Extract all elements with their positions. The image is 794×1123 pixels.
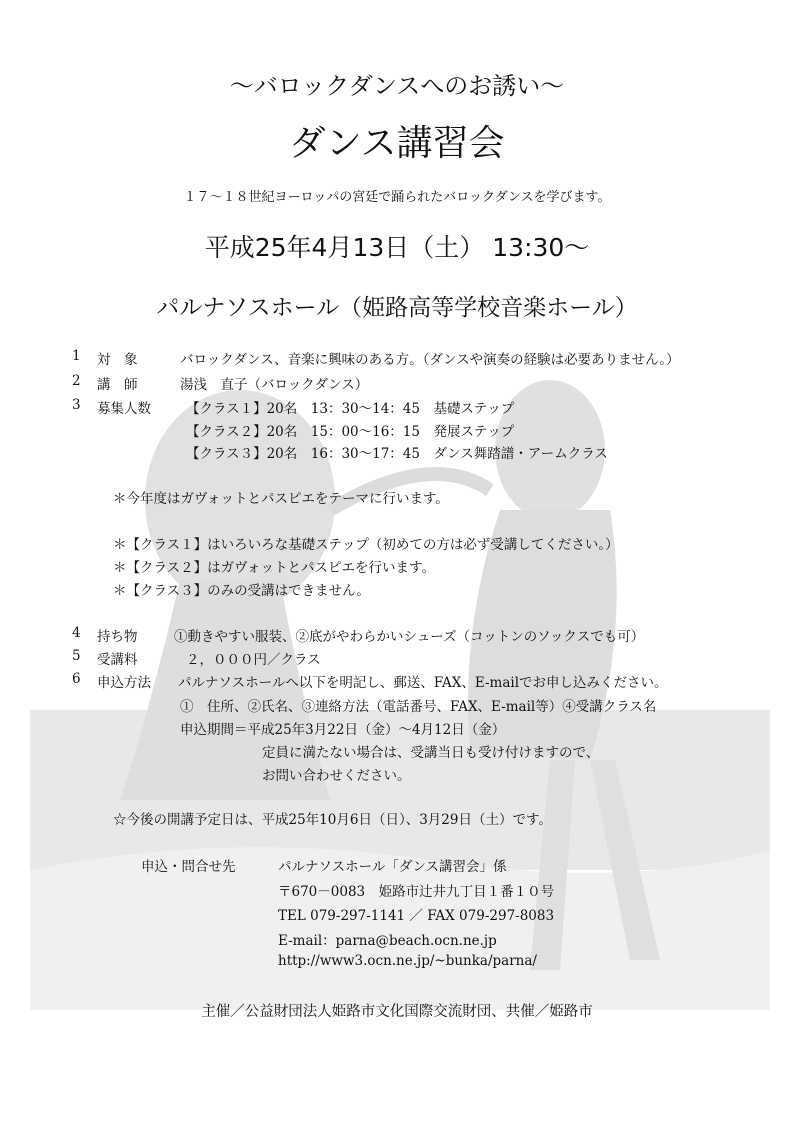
apply-fields: ① 住所、②氏名、③連絡方法（電話番号、FAX、E-mail等）④受講クラス名 [180, 699, 657, 715]
apply-note: お問い合わせください。 [262, 768, 411, 784]
contact-address: 〒670－0083 姫路市辻井九丁目１番１０号 [278, 884, 555, 900]
item-label: 募集人数 [97, 401, 151, 417]
item-value: 湯浅 直子（バロックダンス） [180, 377, 369, 393]
contact-email[interactable]: E-mail：parna@beach.ocn.ne.jp [278, 933, 497, 949]
item-number: 3 [72, 397, 81, 413]
item-value: ①動きやすい服装、②底がやわらかいシューズ（コットンのソックスでも可） [174, 629, 645, 645]
item-label: 受講料 [97, 652, 138, 668]
item-value: ２，０００円／クラス [186, 652, 321, 668]
event-subtitle: ～バロックダンスへのお誘い～ [229, 72, 565, 100]
class-note: ＊【クラス１】はいろいろな基礎ステップ（初めての方は必ず受講してください。） [113, 537, 619, 553]
class-note: ＊【クラス２】はガヴォットとパスピエを行います。 [113, 560, 435, 576]
item-label: 対 象 [97, 352, 138, 368]
event-date: 平成25年4月13日（土） 13:30～ [204, 233, 590, 262]
apply-note: 定員に満たない場合は、受講当日も受け付けますので、 [262, 745, 600, 761]
class-3-info: 【クラス３】20名 16：30～17：45 ダンス舞踏譜・アームクラス [186, 446, 608, 462]
item-number: 4 [72, 625, 81, 641]
event-intro: １７～１８世紀ヨーロッパの宮廷で踊られたバロックダンスを学びます。 [183, 190, 611, 205]
contact-label: 申込・問合せ先 [141, 859, 236, 875]
contact-tel-fax: TEL 079-297-1141 ／ FAX 079-297-8083 [278, 908, 555, 924]
event-title: ダンス講習会 [289, 123, 505, 164]
theme-note: ＊今年度はガヴォットとパスピエをテーマに行います。 [113, 491, 449, 507]
item-label: 講 師 [97, 377, 138, 393]
event-venue: パルナソスホール（姫路高等学校音楽ホール） [156, 295, 638, 321]
item-number: 1 [72, 348, 81, 364]
class-1-info: 【クラス１】20名 13：30～14：45 基礎ステップ [186, 401, 515, 417]
apply-period: 申込期間＝平成25年3月22日（金）～4月12日（金） [180, 722, 506, 738]
contact-url[interactable]: http://www3.ocn.ne.jp/~bunka/parna/ [278, 953, 537, 969]
contact-org: パルナソスホール「ダンス講習会」係 [278, 859, 507, 875]
class-2-info: 【クラス２】20名 15：00～16：15 発展ステップ [186, 424, 515, 440]
item-label: 持ち物 [97, 629, 138, 645]
item-value: バロックダンス、音楽に興味のある方。（ダンスや演奏の経験は必要ありません。） [180, 352, 680, 368]
upcoming-dates: ☆今後の開講予定日は、平成25年10月6日（日）、3月29日（土）です。 [113, 812, 552, 828]
organizer-footer: 主催／公益財団法人姫路市文化国際交流財団、共催／姫路市 [201, 1004, 593, 1020]
item-number: 5 [72, 648, 81, 664]
item-number: 2 [72, 373, 81, 389]
item-number: 6 [72, 671, 81, 687]
item-label: 申込方法 [97, 675, 151, 691]
item-value: パルナソスホールへ以下を明記し、郵送、FAX、E-mailでお申し込みください。 [178, 675, 668, 691]
class-note: ＊【クラス３】のみの受講はできません。 [113, 583, 370, 599]
